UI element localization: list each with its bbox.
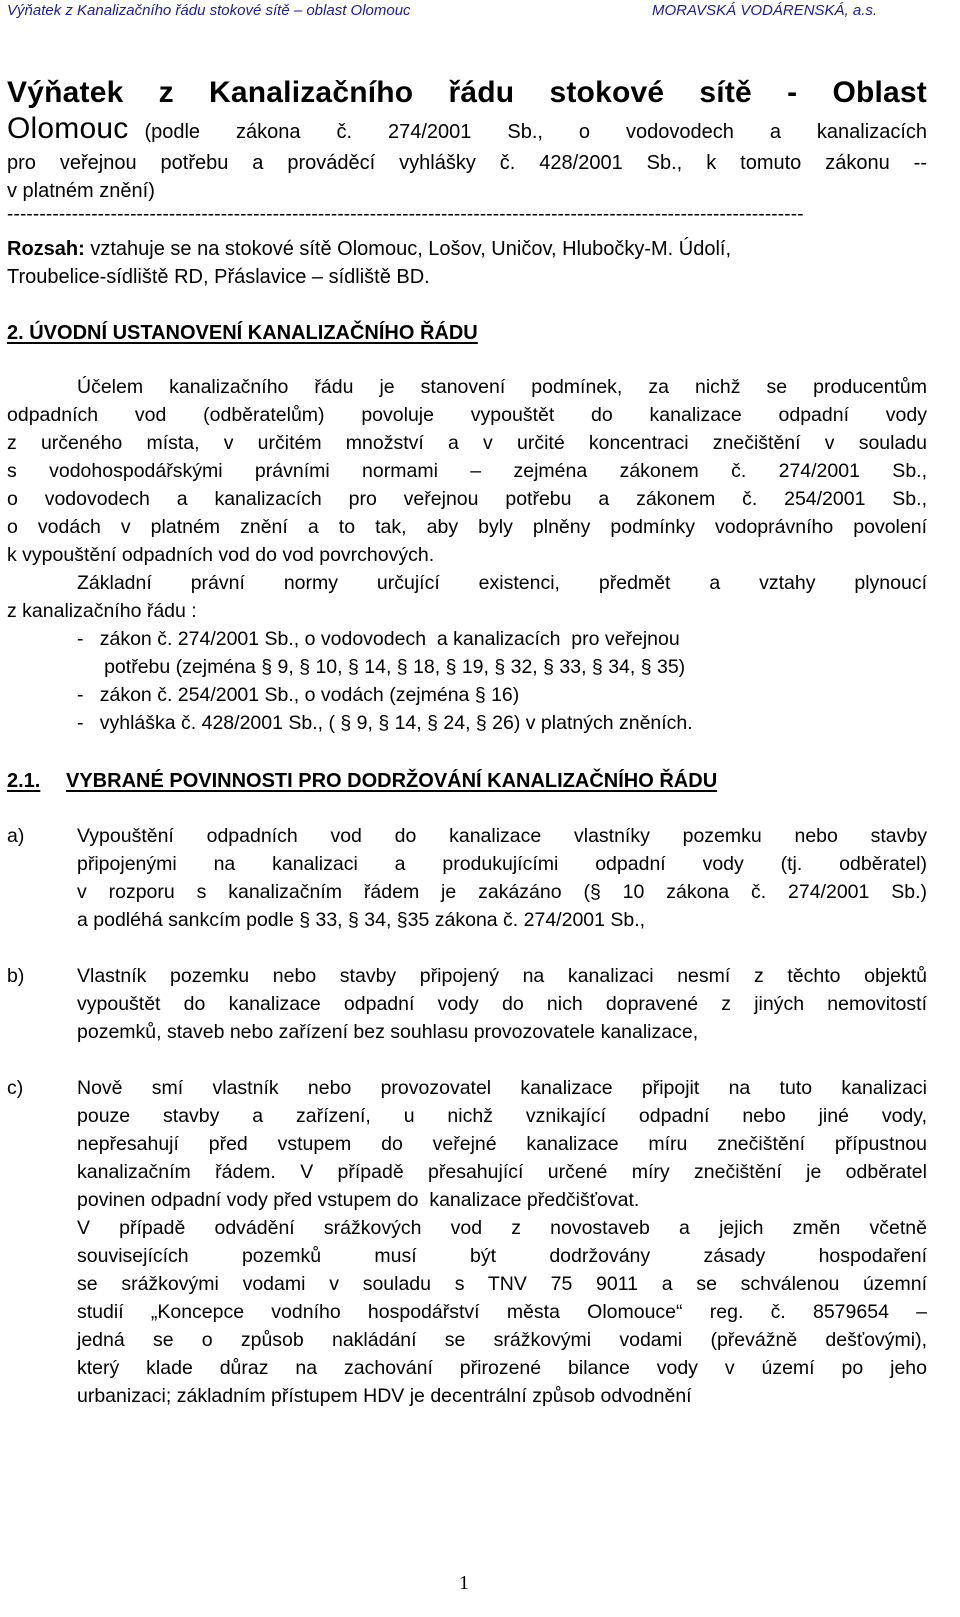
item-c-marker: c): [7, 1077, 24, 1099]
item-c-line: který klade důraz na zachování přirozené bilance vody v území po jeho: [77, 1357, 927, 1379]
scope-label: Rozsah:: [7, 238, 85, 260]
norms-list-item: potřebu (zejména § 9, § 10, § 14, § 18, § 19, § 32, § 33, § 34, § 35): [77, 656, 686, 678]
section-2-para-line: s vodohospodářskými právními normami – zejména zákonem č. 274/2001 Sb.,: [7, 460, 927, 482]
norms-intro-line: Základní právní normy určující existenci, předmět a vztahy plynoucí: [77, 572, 927, 594]
title-city: Olomouc: [7, 112, 129, 145]
scope-line1: [7, 239, 731, 259]
section-2-para-line: odpadních vod (odběratelům) povoluje vypouštět do kanalizace odpadní vody: [7, 404, 927, 426]
item-a-marker: a): [7, 825, 25, 847]
scope-text: vztahuje se na stokové sítě Olomouc, Lošov, Uničov, Hlubočky-M. Údolí,: [90, 238, 732, 260]
section-2-para-line: Účelem kanalizačního řádu je stanovení podmínek, za nichž se producentům: [77, 376, 927, 398]
item-c-line: povinen odpadní vody před vstupem do kanalizace předčišťovat.: [77, 1189, 640, 1211]
item-b-line: pozemků, staveb nebo zařízení bez souhlasu provozovatele kanalizace,: [77, 1021, 699, 1043]
item-c-line: studií „Koncepce vodního hospodářství města Olomouce“ reg. č. 8579654 –: [77, 1301, 927, 1323]
item-b-line: Vlastník pozemku nebo stavby připojený na kanalizaci nesmí z těchto objektů: [77, 965, 927, 987]
item-c-line: jedná se o způsob nakládání se srážkovými vodami (převážně dešťovými),: [77, 1329, 927, 1351]
norms-list-item: - zákon č. 274/2001 Sb., o vodovodech a kanalizacích pro veřejnou: [77, 628, 680, 650]
item-c-line: urbanizaci; základním přístupem HDV je decentrální způsob odvodnění: [77, 1385, 692, 1407]
section-2-para-line: o vodách v platném znění a to tak, aby byly plněny podmínky vodoprávního povolení: [7, 516, 927, 538]
running-header-title: Výňatek z Kanalizačního řádu stokové sítě – oblast Olomouc: [7, 2, 411, 19]
running-header-company: MORAVSKÁ VODÁRENSKÁ, a.s.: [652, 2, 878, 19]
item-a-line: Vypouštění odpadních vod do kanalizace vlastníky pozemku nebo stavby: [77, 825, 927, 847]
norms-intro-line: z kanalizačního řádu :: [7, 600, 197, 622]
norms-list-item: - zákon č. 254/2001 Sb., o vodách (zejména § 16): [77, 684, 520, 706]
norms-list-item: - vyhláška č. 428/2001 Sb., ( § 9, § 14, § 24, § 26) v platných zněních.: [77, 712, 693, 734]
item-b-line: vypouštět do kanalizace odpadní vody do nich dopravené z jiných nemovitostí: [77, 993, 927, 1015]
item-c-line: souvisejících pozemků musí být dodržovány zásady hospodaření: [77, 1245, 927, 1267]
item-c-line: kanalizačním řádem. V případě přesahující určené míry znečištění je odběratel: [77, 1161, 927, 1183]
item-a-line: v rozporu s kanalizačním řádem je zakázáno (§ 10 zákona č. 274/2001 Sb.): [77, 881, 927, 903]
section-2-heading: 2. ÚVODNÍ USTANOVENÍ KANALIZAČNÍHO ŘÁDU: [7, 322, 478, 344]
separator-line: ---------------------------------------------------------------------------------------------------------------------------: [7, 205, 804, 224]
section-2-1-number: 2.1.: [7, 770, 41, 792]
scope-line2: Troubelice-sídliště RD, Přáslavice – sídliště BD.: [7, 266, 430, 288]
item-c-line: se srážkovými vodami v souladu s TNV 75 9011 a se schválenou územní: [77, 1273, 927, 1295]
section-2-1-heading: VYBRANÉ POVINNOSTI PRO DODRŽOVÁNÍ KANALIZAČNÍHO ŘÁDU: [66, 770, 718, 792]
document-title-line1: Výňatek z Kanalizačního řádu stokové sítě - Oblast: [7, 76, 927, 109]
section-2-para-line: z určeného místa, v určitém množství a v určité koncentraci znečištění v souladu: [7, 432, 927, 454]
document-title-line2: [7, 114, 927, 144]
title-law-ref: (podle zákona č. 274/2001 Sb., o vodovodech a kanalizacích: [144, 121, 927, 143]
document-title-line3: pro veřejnou potřebu a prováděcí vyhlášky č. 428/2001 Sb., k tomuto zákonu --: [7, 152, 927, 174]
item-a-line: připojenými na kanalizaci a produkujícími odpadní vody (tj. odběratel): [77, 853, 927, 875]
page-number: 1: [459, 1572, 469, 1594]
item-c-line: V případě odvádění srážkových vod z novostaveb a jejich změn včetně: [77, 1217, 927, 1239]
item-c-line: pouze stavby a zařízení, u nichž vznikající odpadní nebo jiné vody,: [77, 1105, 927, 1127]
item-b-marker: b): [7, 965, 25, 987]
item-c-line: Nově smí vlastník nebo provozovatel kanalizace připojit na tuto kanalizaci: [77, 1077, 927, 1099]
document-title-line4: v platném znění): [7, 180, 155, 202]
section-2-para-line: k vypouštění odpadních vod do vod povrchových.: [7, 544, 435, 566]
item-a-line: a podléhá sankcím podle § 33, § 34, §35 zákona č. 274/2001 Sb.,: [77, 909, 646, 931]
section-2-para-line: o vodovodech a kanalizacích pro veřejnou potřebu a zákonem č. 254/2001 Sb.,: [7, 488, 927, 510]
item-c-line: nepřesahují před vstupem do veřejné kanalizace míru znečištění přípustnou: [77, 1133, 927, 1155]
